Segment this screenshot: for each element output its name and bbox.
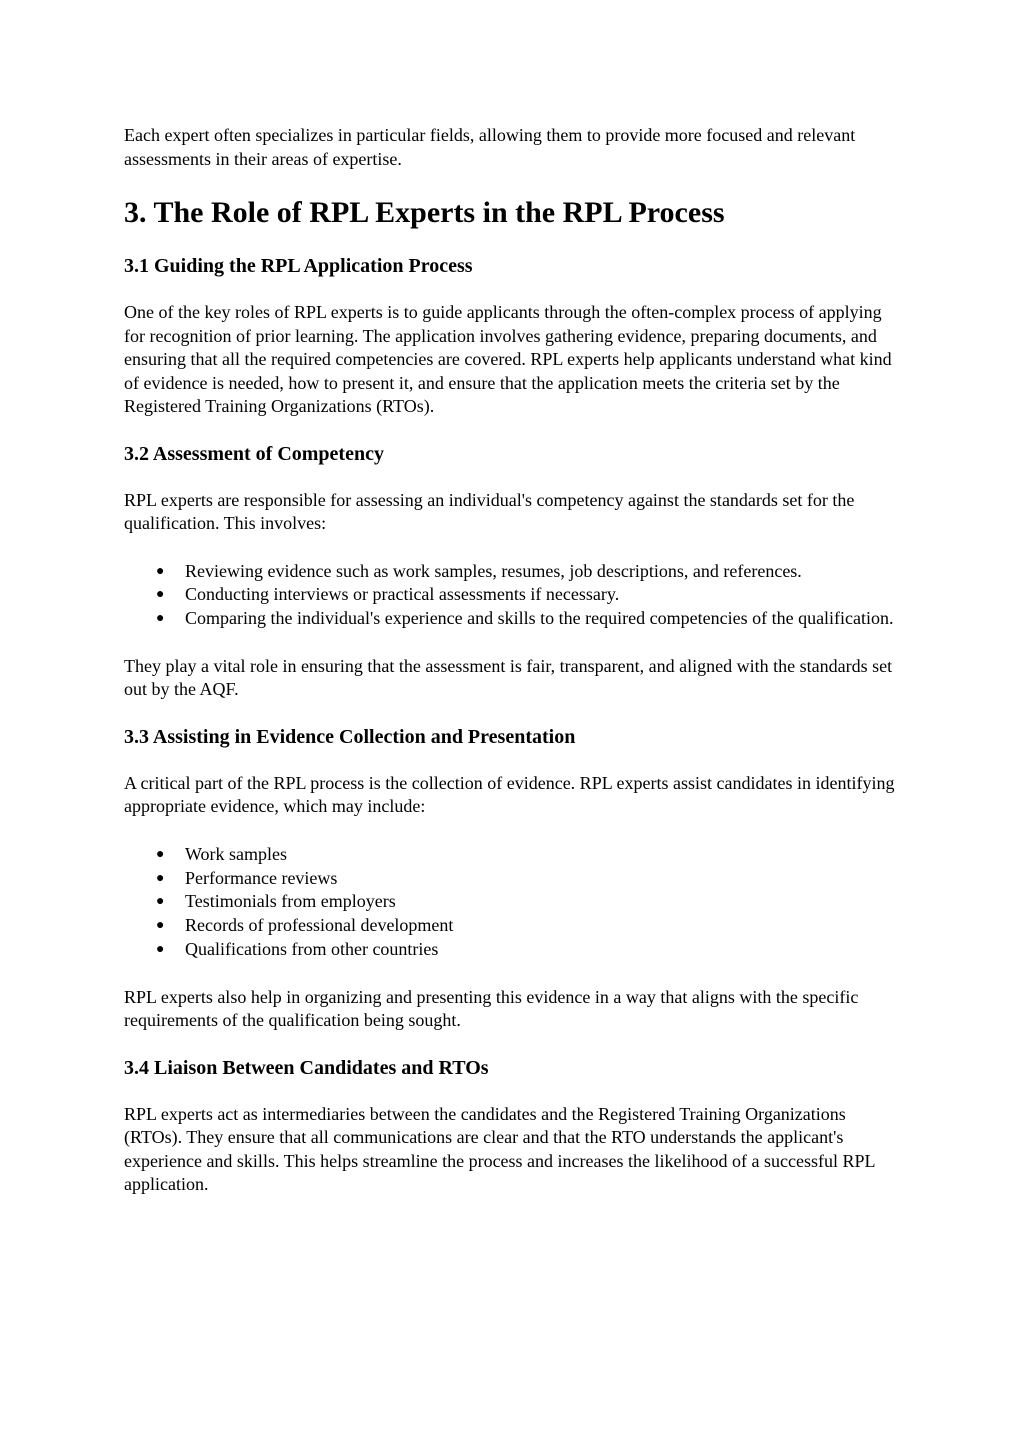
bullet-icon: ● [156,894,165,910]
section-3-1-paragraph: One of the key roles of RPL experts is to guide applicants through the often-complex process of applying for recognition of prior learning. The application involves gathering evidence, preparing documents, and ensuring that all the required competencies are covered. RPL experts help applicants understand what kind of evidence is needed, how to present it, and ensure that the application meets the criteria set by the Registered Training Organizations (RTOs). [124,302,892,416]
section-3-3-paragraph: A critical part of the RPL process is the collection of evidence. RPL experts assist candidates in identifying appropriate evidence, which may include: [124,772,895,817]
section-3-title: 3. The Role of RPL Experts in the RPL Process [124,196,725,229]
section-3-2-paragraph: RPL experts are responsible for assessing an individual's competency against the standards set for the qualification. This involves: [124,489,855,533]
list-item: ● Conducting interviews or practical assessments if necessary. [124,583,900,607]
bullet-icon: ● [156,611,165,627]
list-item: ● Comparing the individual's experience and skills to the required competencies of the qualification. [124,607,900,631]
section-3-2-heading: 3.2 Assessment of Competency [124,442,384,465]
bullet-icon: ● [156,918,165,934]
section-3-4-paragraph: RPL experts act as intermediaries between the candidates and the Registered Training Organizations (RTOs). They ensure that all communications are clear and that the RTO understands the applicant's experience and skills. This helps streamline the process and increases the likelihood of a successful RPL application. [124,1103,875,1195]
list-item: ● Performance reviews [124,867,900,891]
bullet-icon: ● [156,846,165,862]
bullet-icon: ● [156,942,165,958]
list-item: ● Records of professional development [124,914,900,938]
list-item: ● Qualifications from other countries [124,938,900,962]
bullet-icon: ● [156,563,165,579]
section-3-3-closing-paragraph: RPL experts also help in organizing and presenting this evidence in a way that aligns with the specific requirements of the qualification being sought. [124,986,859,1031]
list-item: ● Testimonials from employers [124,890,900,914]
list-item: ● Reviewing evidence such as work samples, resumes, job descriptions, and references. [124,560,900,584]
bullet-icon: ● [156,587,165,603]
evidence-list [124,843,900,962]
list-item: ● Work samples [124,843,900,867]
bullet-icon: ● [156,870,165,886]
intro-paragraph: Each expert often specializes in particular fields, allowing them to provide more focused and relevant assessments in their areas of expertise. [124,125,856,169]
section-3-3-heading: 3.3 Assisting in Evidence Collection and Presentation [124,725,576,748]
competency-list [124,560,900,631]
section-3-2-closing-paragraph: They play a vital role in ensuring that the assessment is fair, transparent, and aligned with the standards set out by the AQF. [124,655,893,700]
section-3-1-heading: 3.1 Guiding the RPL Application Process [124,255,473,277]
document-page [124,124,900,1197]
section-3-4-heading: 3.4 Liaison Between Candidates and RTOs [124,1056,489,1079]
